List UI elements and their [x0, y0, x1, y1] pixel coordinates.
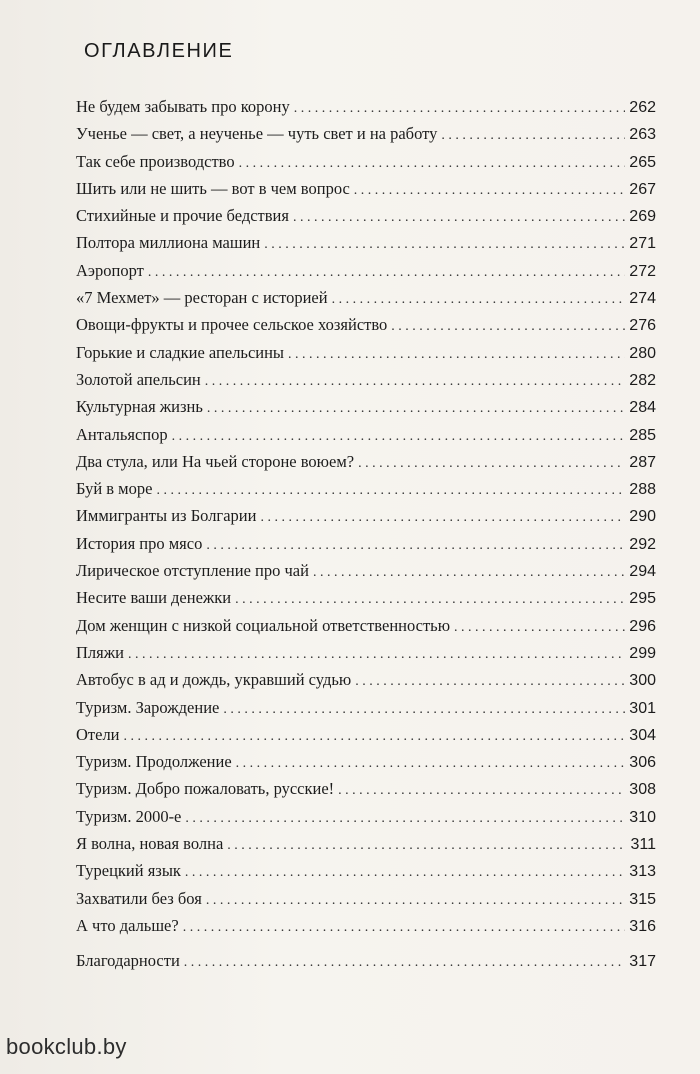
toc-entry-title: Так себе производство: [76, 151, 235, 171]
dot-leader: [355, 668, 625, 695]
toc-entry: [76, 721, 656, 748]
toc-entry: [76, 775, 656, 802]
toc-entry: [76, 257, 656, 284]
toc-entry-page-number: 282: [629, 371, 656, 389]
toc-entry: [76, 612, 656, 639]
toc-entry-title: Туризм. Продолжение: [76, 752, 232, 772]
toc-entry: [76, 830, 656, 857]
toc-entry-title: Овощи-фрукты и прочее сельское хозяйство: [76, 315, 388, 335]
toc-entry: [76, 857, 656, 884]
toc-entry: [76, 557, 656, 584]
dot-leader: [227, 832, 626, 859]
toc-entry-page-number: 274: [629, 290, 656, 308]
toc-entry-page-number: 290: [629, 508, 656, 526]
toc-entry-page-number: 288: [629, 481, 656, 499]
dot-leader: [235, 586, 625, 613]
toc-entry-title: История про мясо: [76, 533, 203, 553]
toc-entry-page-number: 304: [629, 726, 656, 744]
toc-entry-title: Иммигранты из Болгарии: [76, 506, 257, 526]
dot-leader: [260, 504, 625, 531]
toc-entry: [76, 803, 656, 830]
dot-leader: [293, 204, 625, 231]
toc-entry: [76, 639, 656, 666]
toc-entry-title: Полтора миллиона машин: [76, 233, 261, 253]
toc-entry-page-number: 276: [629, 317, 656, 335]
toc-entry: [76, 584, 656, 611]
toc-entry-title: Автобус в ад и дождь, укравший судью: [76, 670, 352, 690]
toc-entry-page-number: 295: [629, 590, 656, 608]
toc-entry: [76, 311, 656, 338]
dot-leader: [332, 286, 626, 313]
toc-entry: [76, 502, 656, 529]
dot-leader: [441, 122, 625, 149]
toc-entry-title: Пляжи: [76, 642, 124, 662]
dot-leader: [185, 859, 625, 886]
dot-leader: [205, 368, 626, 395]
dot-leader: [354, 177, 626, 204]
dot-leader: [338, 777, 625, 804]
toc-entry-title: Туризм. Добро пожаловать, русские!: [76, 779, 335, 799]
toc-entry-title: Антальяспор: [76, 424, 168, 444]
toc-entry: [76, 666, 656, 693]
toc-entry-page-number: 306: [629, 754, 656, 772]
dot-leader: [313, 559, 625, 586]
dot-leader: [124, 723, 626, 750]
toc-entry-page-number: 287: [629, 453, 656, 471]
toc-entry: [76, 421, 656, 448]
toc-entry: [76, 202, 656, 229]
toc-entry-title: Несите ваши денежки: [76, 588, 232, 608]
toc-entry-page-number: 269: [629, 208, 656, 226]
toc-entry-title: Стихийные и прочие бедствия: [76, 206, 289, 226]
toc-entry-title: «7 Мехмет» — ресторан с историей: [76, 288, 328, 308]
toc-entry-page-number: 280: [629, 344, 656, 362]
toc-entry-page-number: 300: [629, 672, 656, 690]
dot-leader: [239, 150, 626, 177]
toc-entry-title: Туризм. Зарождение: [76, 697, 220, 717]
dot-leader: [206, 532, 625, 559]
dot-leader: [185, 805, 625, 832]
toc-entry-title: Ученье — свет, а неученье — чуть свет и на работу: [76, 124, 438, 144]
toc-entry-page-number: 299: [629, 644, 656, 662]
toc-entry-title: Два стула, или На чьей стороне воюем?: [76, 451, 355, 471]
toc-entry-page-number: 301: [629, 699, 656, 717]
toc-entry: [76, 284, 656, 311]
toc-entry-page-number: 265: [629, 153, 656, 171]
toc-entry-page-number: 317: [629, 953, 656, 971]
toc-entry-page-number: 308: [629, 781, 656, 799]
dot-leader: [288, 341, 625, 368]
toc-entry-page-number: 310: [629, 808, 656, 826]
toc-entry: [76, 912, 656, 939]
dot-leader: [172, 423, 626, 450]
toc-entry-page-number: 267: [629, 180, 656, 198]
toc-heading: ОГЛАВЛЕНИЕ: [84, 40, 234, 62]
dot-leader: [156, 477, 625, 504]
toc-entry-page-number: 271: [629, 235, 656, 253]
toc-entry-title: А что дальше?: [76, 915, 179, 935]
dot-leader: [358, 450, 625, 477]
toc-entry: [76, 475, 656, 502]
toc-entry-page-number: 262: [629, 99, 656, 116]
toc-entry-title: Не будем забывать про корону: [76, 97, 290, 116]
toc-entry-page-number: 284: [629, 399, 656, 417]
toc-entry-page-number: 285: [629, 426, 656, 444]
toc-entry-page-number: 311: [630, 836, 656, 854]
toc-entry-page-number: 294: [629, 563, 656, 581]
toc-entry: [76, 229, 656, 256]
toc-entry: [76, 694, 656, 721]
toc-entry-title: Горькие и сладкие апельсины: [76, 342, 285, 362]
table-of-contents: [76, 93, 656, 975]
dot-leader: [223, 696, 625, 723]
dot-leader: [264, 231, 625, 258]
toc-entry-title: Захватили без боя: [76, 888, 202, 908]
dot-leader: [454, 614, 625, 641]
toc-entry-page-number: 316: [629, 917, 656, 935]
toc-entry: [76, 530, 656, 557]
dot-leader: [206, 887, 625, 914]
dot-leader: [236, 750, 626, 777]
toc-entry-page-number: 296: [629, 617, 656, 635]
toc-entry-page-number: 263: [629, 126, 656, 144]
toc-entry-title: Лирическое отступление про чай: [76, 561, 309, 581]
toc-entry: [76, 148, 656, 175]
toc-entry-title: Аэропорт: [76, 260, 144, 280]
toc-entry: [76, 748, 656, 775]
toc-entry: [76, 366, 656, 393]
toc-entry: [76, 393, 656, 420]
toc-entry-title: Золотой апельсин: [76, 369, 201, 389]
toc-entry-final: [76, 947, 656, 974]
dot-leader: [128, 641, 625, 668]
toc-entry-title: Культурная жизнь: [76, 397, 203, 417]
dot-leader: [294, 95, 626, 122]
toc-entry: [76, 448, 656, 475]
dot-leader: [148, 259, 625, 286]
dot-leader: [183, 914, 626, 941]
toc-entry: [76, 339, 656, 366]
dot-leader: [207, 395, 625, 422]
toc-entry-page-number: 315: [629, 890, 656, 908]
toc-entry: [76, 120, 656, 147]
dot-leader: [184, 949, 626, 976]
toc-entry-title: Я волна, новая волна: [76, 834, 224, 854]
toc-entry-title: Шить или не шить — вот в чем вопрос: [76, 178, 350, 198]
toc-entry-title: Буй в море: [76, 479, 153, 499]
toc-entry-title: Туризм. 2000-е: [76, 806, 182, 826]
toc-entry-page-number: 272: [629, 262, 656, 280]
site-watermark: bookclub.by: [6, 1034, 127, 1059]
toc-entry-title: Турецкий язык: [76, 861, 181, 881]
toc-entry: [76, 175, 656, 202]
toc-entry: [76, 885, 656, 912]
dot-leader: [391, 313, 625, 340]
toc-entry-page-number: 292: [629, 535, 656, 553]
toc-entry-title: Благодарности: [76, 951, 180, 971]
toc-entry: [76, 93, 656, 120]
toc-entry-title: Дом женщин с низкой социальной ответственностью: [76, 615, 451, 635]
toc-entry-title: Отели: [76, 724, 120, 744]
toc-entry-page-number: 313: [629, 863, 656, 881]
